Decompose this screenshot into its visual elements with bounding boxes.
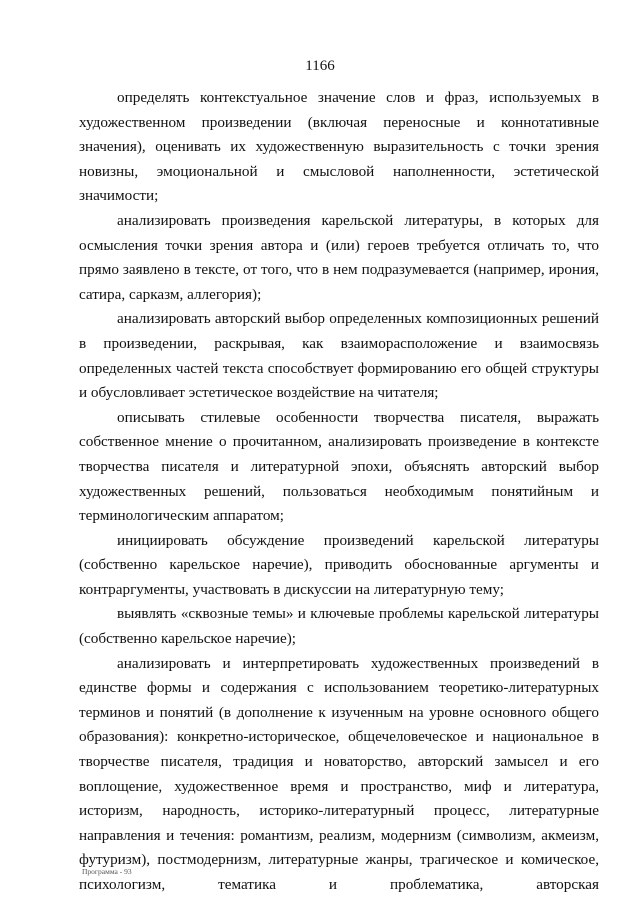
paragraph-key-themes: выявлять «сквозные темы» и ключевые проблемы карельской литературы (собственно карельское наречие);: [79, 605, 599, 648]
body-text: [79, 86, 599, 898]
paragraph-context-meaning: определять контекстуальное значение слов и фраз, используемых в художественном произведении (включая переносные и коннотативные значения), оценивать их художественную выразительность с точки зрения новизны, эмоциональной и смысловой наполненности, эстетической значимости;: [79, 89, 599, 205]
paragraph-discussion: инициировать обсуждение произведений карельской литературы (собственно карельское наречие), приводить обоснованные аргументы и контраргументы, участвовать в дискуссии на литературную тему;: [79, 531, 599, 598]
paragraph-interpretation: анализировать и интерпретировать художественных произведений в единстве формы и содержания с использованием теоретико-литературных терминов и понятий (в дополнение к изученным на уровне основного общего образования): конкретно-историческое, общечеловеческое и национальное в творчестве писателя, традиция и новаторство, авторский замысел и его воплощение, художественное время и пространство, миф и литература, историзм, народность, историко-литературный процесс, литературные направления и течения: романтизм, реализм, модернизм (символизм, акмеизм, футуризм), постмодернизм, литературные жанры, трагическое и комическое, психологизм, тематика и проблематика, авторская: [79, 654, 599, 893]
paragraph-author-viewpoint: анализировать произведения карельской литературы, в которых для осмысления точки зрения автора и (или) героев требуется отличать то, что прямо заявлено в тексте, от того, что в нем подразумевается (например, ирония, сатира, сарказм, аллегория);: [79, 211, 599, 303]
footer-note: Программа - 93: [82, 867, 132, 876]
paragraph-style-features: описывать стилевые особенности творчества писателя, выражать собственное мнение о прочитанном, анализировать произведение в контексте творчества писателя и литературной эпохи, объяснять авторский выбор художественных решений, пользоваться необходимым понятийным и терминологическим аппаратом;: [79, 408, 599, 525]
paragraph-composition: анализировать авторский выбор определенных композиционных решений в произведении, раскрывая, как взаиморасположение и взаимосвязь определенных частей текста способствует формированию его общей структуры и обусловливает эстетическое воздействие на читателя;: [79, 310, 599, 402]
page-number: 1166: [305, 58, 335, 74]
